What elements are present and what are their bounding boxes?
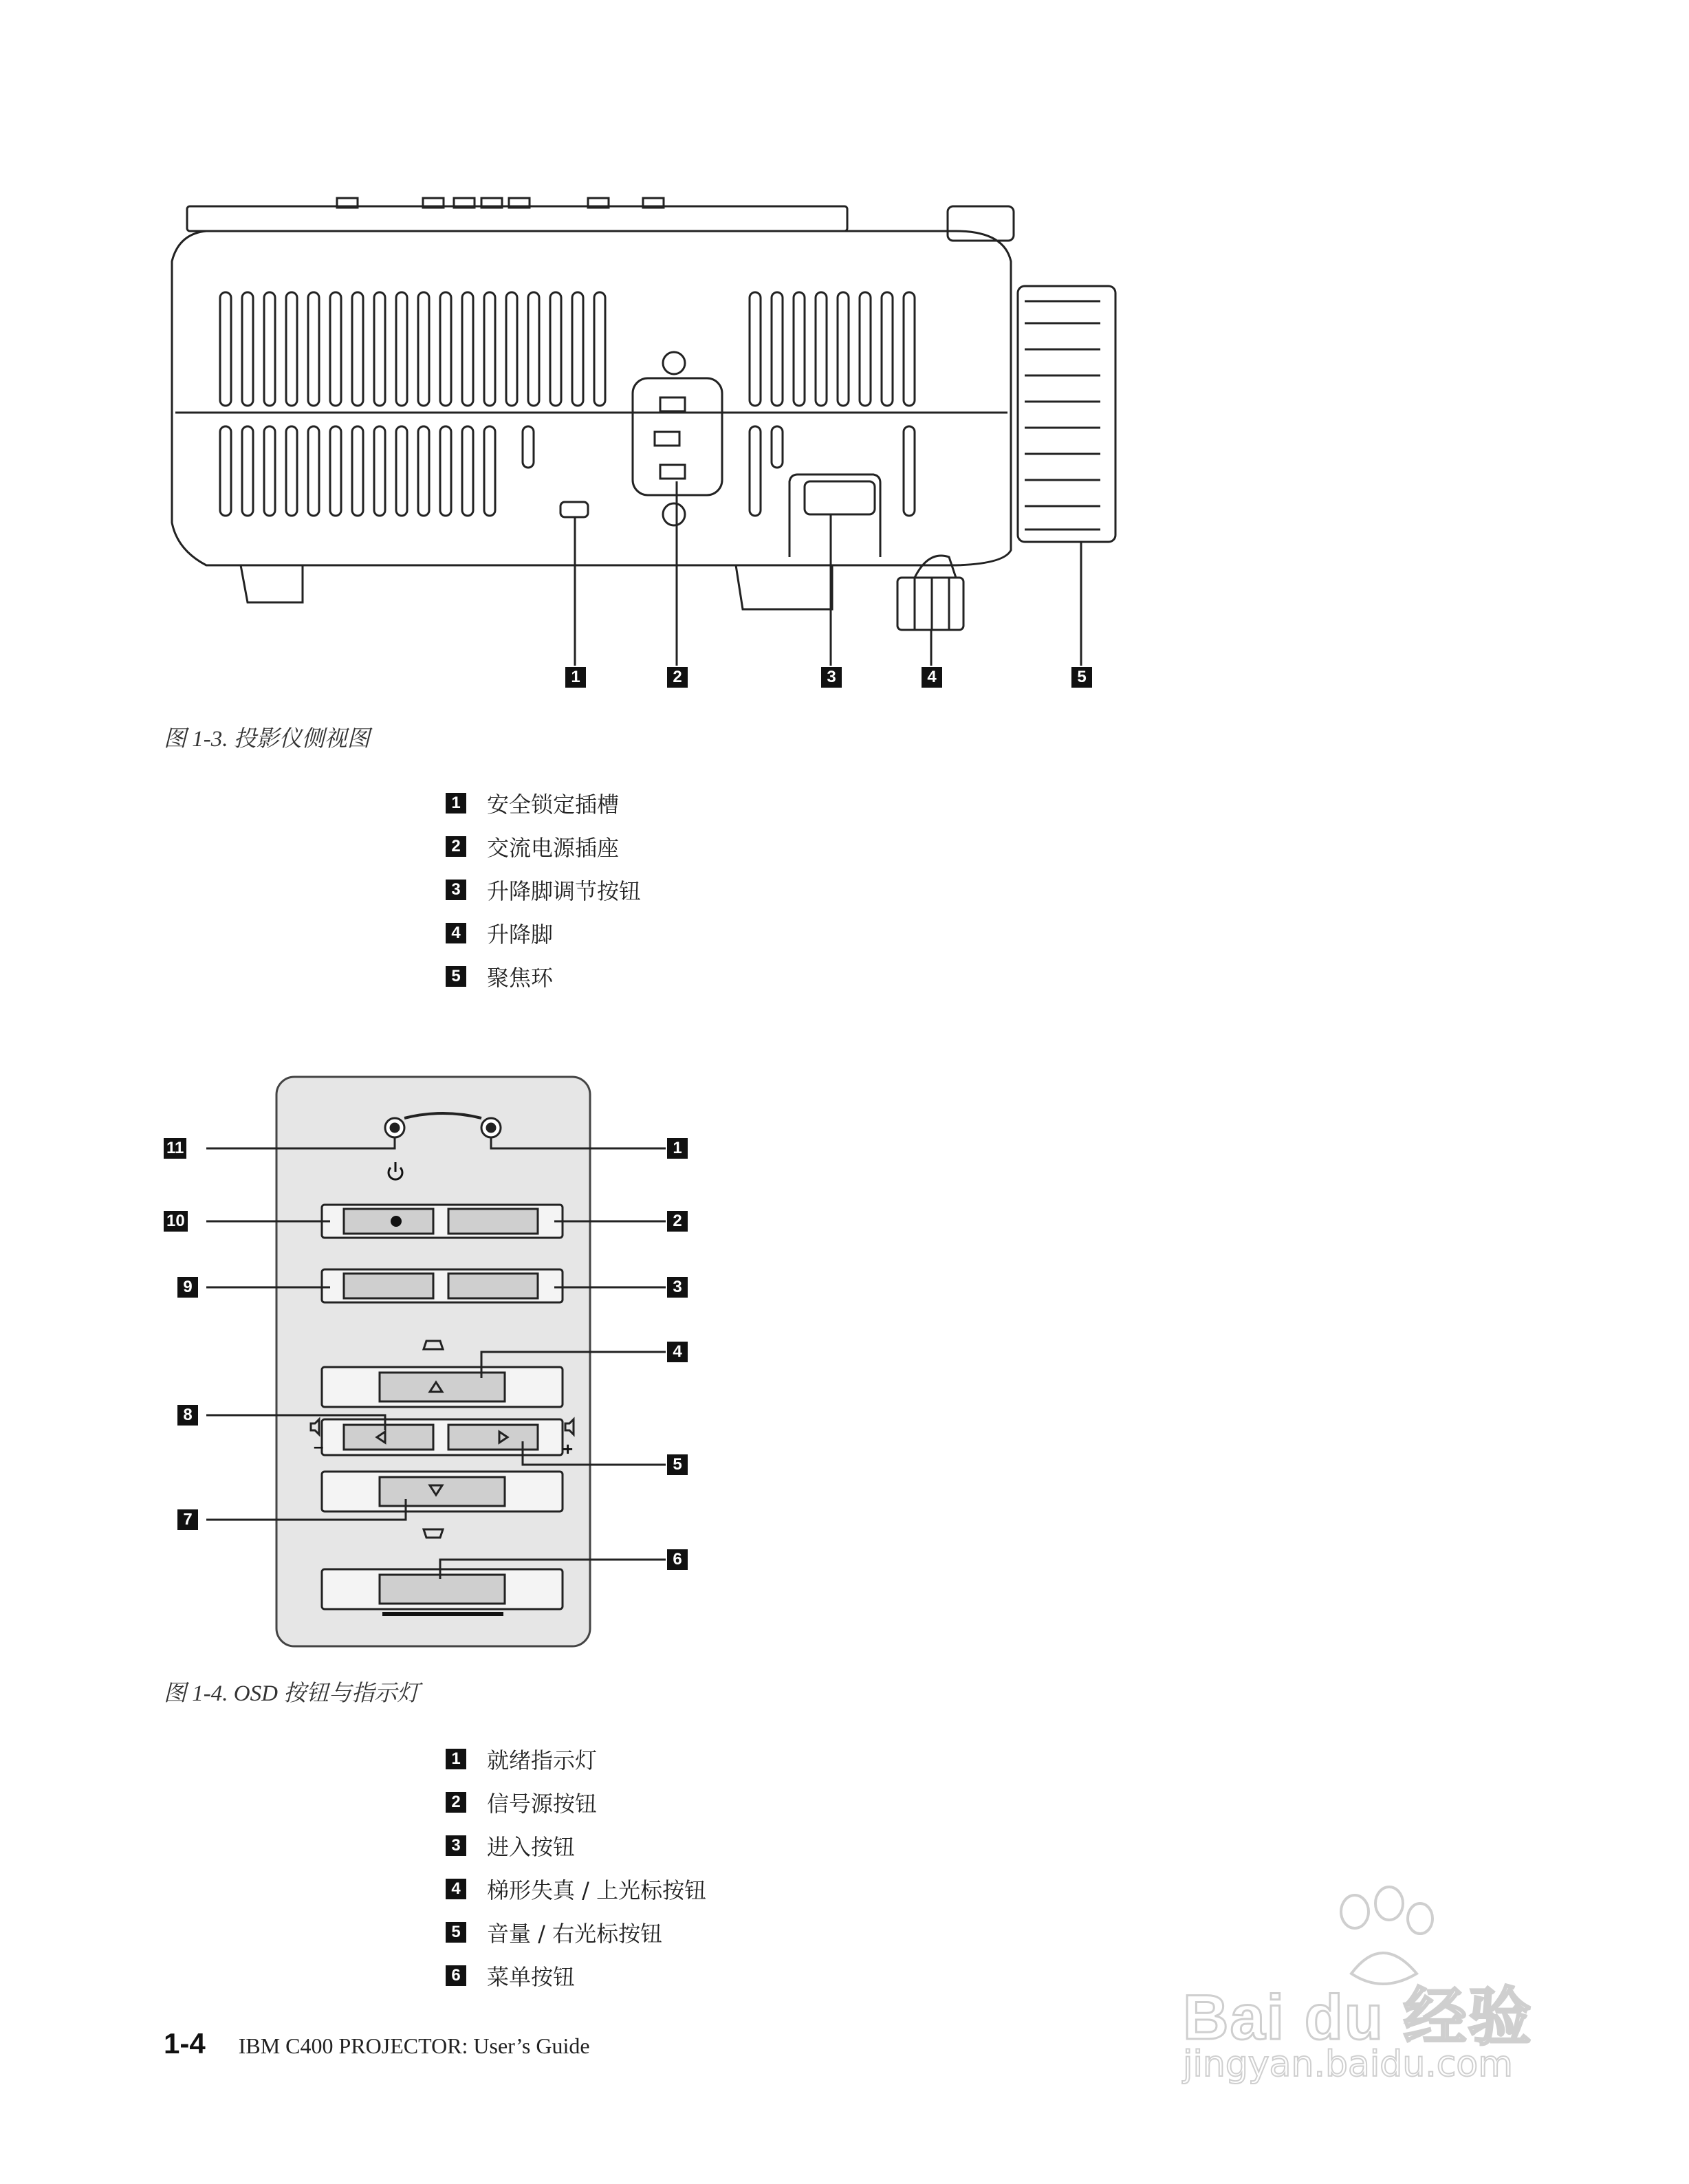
figure2-callout-8: 8	[177, 1405, 198, 1426]
legend-label: 梯形失真 / 上光标按钮	[487, 1877, 707, 1903]
legend2-item	[446, 1832, 575, 1859]
legend-badge: 5	[446, 966, 466, 987]
legend-label: 进入按钮	[487, 1834, 576, 1860]
document-title: IBM C400 PROJECTOR: User’s Guide	[238, 2033, 590, 2058]
figure2-callout-6: 6	[667, 1549, 688, 1570]
figure1-callout-1: 1	[565, 667, 586, 688]
legend-badge: 3	[446, 880, 466, 900]
legend-badge: 2	[446, 836, 466, 857]
legend2-item	[446, 1875, 706, 1903]
legend2-item	[446, 1745, 597, 1773]
legend-label: 交流电源插座	[487, 835, 620, 861]
legend-label: 升降脚调节按钮	[487, 878, 642, 904]
legend-label: 菜单按钮	[487, 1964, 576, 1990]
svg-text:+: +	[563, 1439, 574, 1459]
legend-badge: 2	[446, 1792, 466, 1813]
figure2-callout-7: 7	[177, 1509, 198, 1530]
legend-badge: 4	[446, 1879, 466, 1899]
watermark	[1183, 1891, 1568, 2097]
figure1-callout-2: 2	[667, 667, 688, 688]
watermark-logo-text: Bai du 经验	[1183, 1983, 1533, 2053]
figure2-callout-2: 2	[667, 1211, 688, 1232]
watermark-url: jingyan.baidu.com	[1183, 2044, 1513, 2085]
figure2-callout-4: 4	[667, 1342, 688, 1362]
figure1-callout-3: 3	[821, 667, 842, 688]
figure2-callout-9: 9	[177, 1277, 198, 1298]
legend-label: 信号源按钮	[487, 1791, 598, 1817]
figure2-callout-11: 11	[164, 1138, 186, 1159]
figure1-callout-5: 5	[1071, 667, 1092, 688]
page-number: 1-4	[164, 2027, 206, 2060]
legend2-item	[446, 1962, 575, 1989]
legend-badge: 1	[446, 793, 466, 813]
figure1-callout-4: 4	[922, 667, 942, 688]
legend-badge: 6	[446, 1965, 466, 1986]
figure2-callout-10: 10	[164, 1211, 188, 1232]
figure2-callout-3: 3	[667, 1277, 688, 1298]
legend-badge: 3	[446, 1835, 466, 1856]
legend-label: 聚焦环	[487, 965, 554, 991]
figure2-callout-5: 5	[667, 1454, 688, 1475]
legend-badge: 4	[446, 923, 466, 943]
legend-label: 升降脚	[487, 921, 554, 948]
legend-badge: 5	[446, 1922, 466, 1943]
figure2-caption: 图 1-4. OSD 按钮与指示灯	[164, 1681, 420, 1706]
legend2-item	[446, 1789, 597, 1816]
figure2-callout-1: 1	[667, 1138, 688, 1159]
legend-label: 安全锁定插槽	[487, 791, 620, 818]
legend-label: 音量 / 右光标按钮	[487, 1921, 663, 1947]
svg-text:–: –	[314, 1436, 324, 1456]
figure1-caption: 图 1-3. 投影仪侧视图	[164, 727, 370, 752]
legend-badge: 1	[446, 1749, 466, 1769]
legend-label: 就绪指示灯	[487, 1747, 598, 1773]
page-footer	[164, 2027, 590, 2060]
legend2-item	[446, 1919, 662, 1946]
